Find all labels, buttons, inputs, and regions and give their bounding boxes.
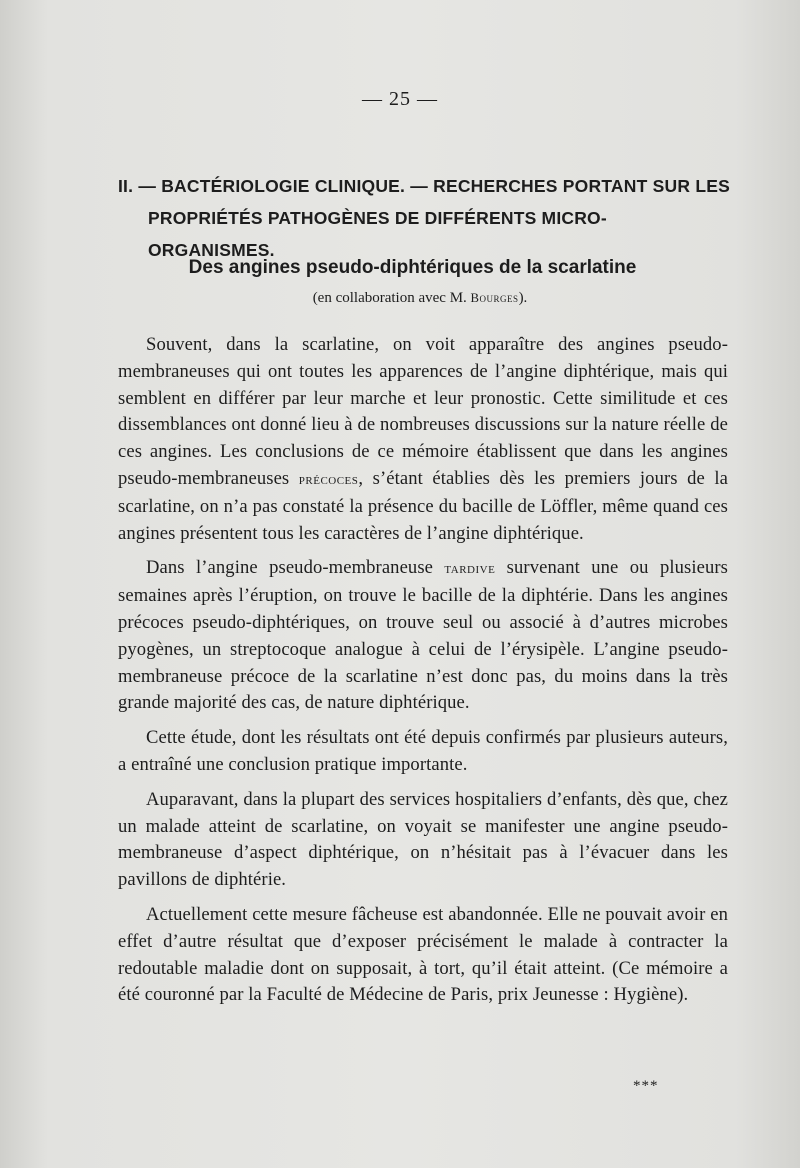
paragraph-1-text-a: Souvent, dans la scarlatine, on voit apparaître des angines pseudo-membraneuses qui ont toutes les apparences de l’angine diphtérique, mais qui semblent en différer par leur marche et leur pronostic. Cette similitude et ces dissemblances ont donné lieu à de nombreuses discussions sur la nature réelle de ces angines. Les conclusions de ce mémoire établissent que dans les angines pseudo-membraneuses xyxy=(118,334,728,489)
paragraph-2-smallcaps: tardive xyxy=(444,560,496,578)
paragraph-1 xyxy=(118,332,728,547)
section-heading-line-1: II. — BACTÉRIOLOGIE CLINIQUE. — RECHERCHES PORTANT SUR LES xyxy=(118,176,730,196)
paragraph-2-text-b: survenant une ou plusieurs semaines après l’éruption, on trouve le bacille de la diphtérie. Dans les angines précoces pseudo-diphtériques, on trouve seul ou associé à d’autres microbes pyogènes, un streptocoque analogue à celui de l’érysipèle. L’angine pseudo-membraneuse précoce de la scarlatine n’est donc pas, du moins dans la très grande majorité des cas, de nature diphtérique. xyxy=(118,557,728,714)
byline-suffix: ). xyxy=(518,290,528,306)
byline-prefix: (en collaboration avec M. xyxy=(312,290,471,306)
article-byline xyxy=(0,290,800,307)
paragraph-1-text-b: , s’étant établies dès les premiers jours de la scarlatine, on n’a pas constaté la présence du bacille de Löffler, même quand ces angines présentent tous les caractères de l’angine diphtérique. xyxy=(118,467,728,544)
paragraph-4: Auparavant, dans la plupart des services hospitaliers d’enfants, dès que, chez un malade atteint de scarlatine, on voyait se manifester une angine pseudo-membraneuse d’aspect diphtérique, on n’hésitait pas à l’évacuer dans les pavillons de diphtérie. xyxy=(118,788,728,891)
paragraph-3: Cette étude, dont les résultats ont été depuis confirmés par plusieurs auteurs, a entraîné une conclusion pratique importante. xyxy=(118,727,728,775)
paragraph-2 xyxy=(118,555,728,717)
article-body xyxy=(118,332,728,1017)
paragraph-1-smallcaps: précoces xyxy=(298,470,359,488)
end-mark: *** xyxy=(633,1078,659,1094)
article-title: Des angines pseudo-diphtériques de la scarlatine xyxy=(188,257,637,278)
paragraph-2-text-a: Dans l’angine pseudo-membraneuse xyxy=(146,557,445,579)
section-heading xyxy=(118,170,730,266)
page-number: — 25 — xyxy=(362,88,438,110)
byline-author: Bourges xyxy=(470,291,519,305)
paragraph-5: Actuellement cette mesure fâcheuse est abandonnée. Elle ne pouvait avoir en effet d’autre résultat que d’exposer précisément le malade à contracter la redoutable maladie dont on supposait, à tort, qu’il était atteint. (Ce mémoire a été couronné par la Faculté de Médecine de Paris, prix Jeunesse : Hygiène). xyxy=(118,903,728,1006)
section-heading-line-2: PROPRIÉTÉS PATHOGÈNES DE DIFFÉRENTS MICRO-ORGANISMES. xyxy=(148,208,607,260)
